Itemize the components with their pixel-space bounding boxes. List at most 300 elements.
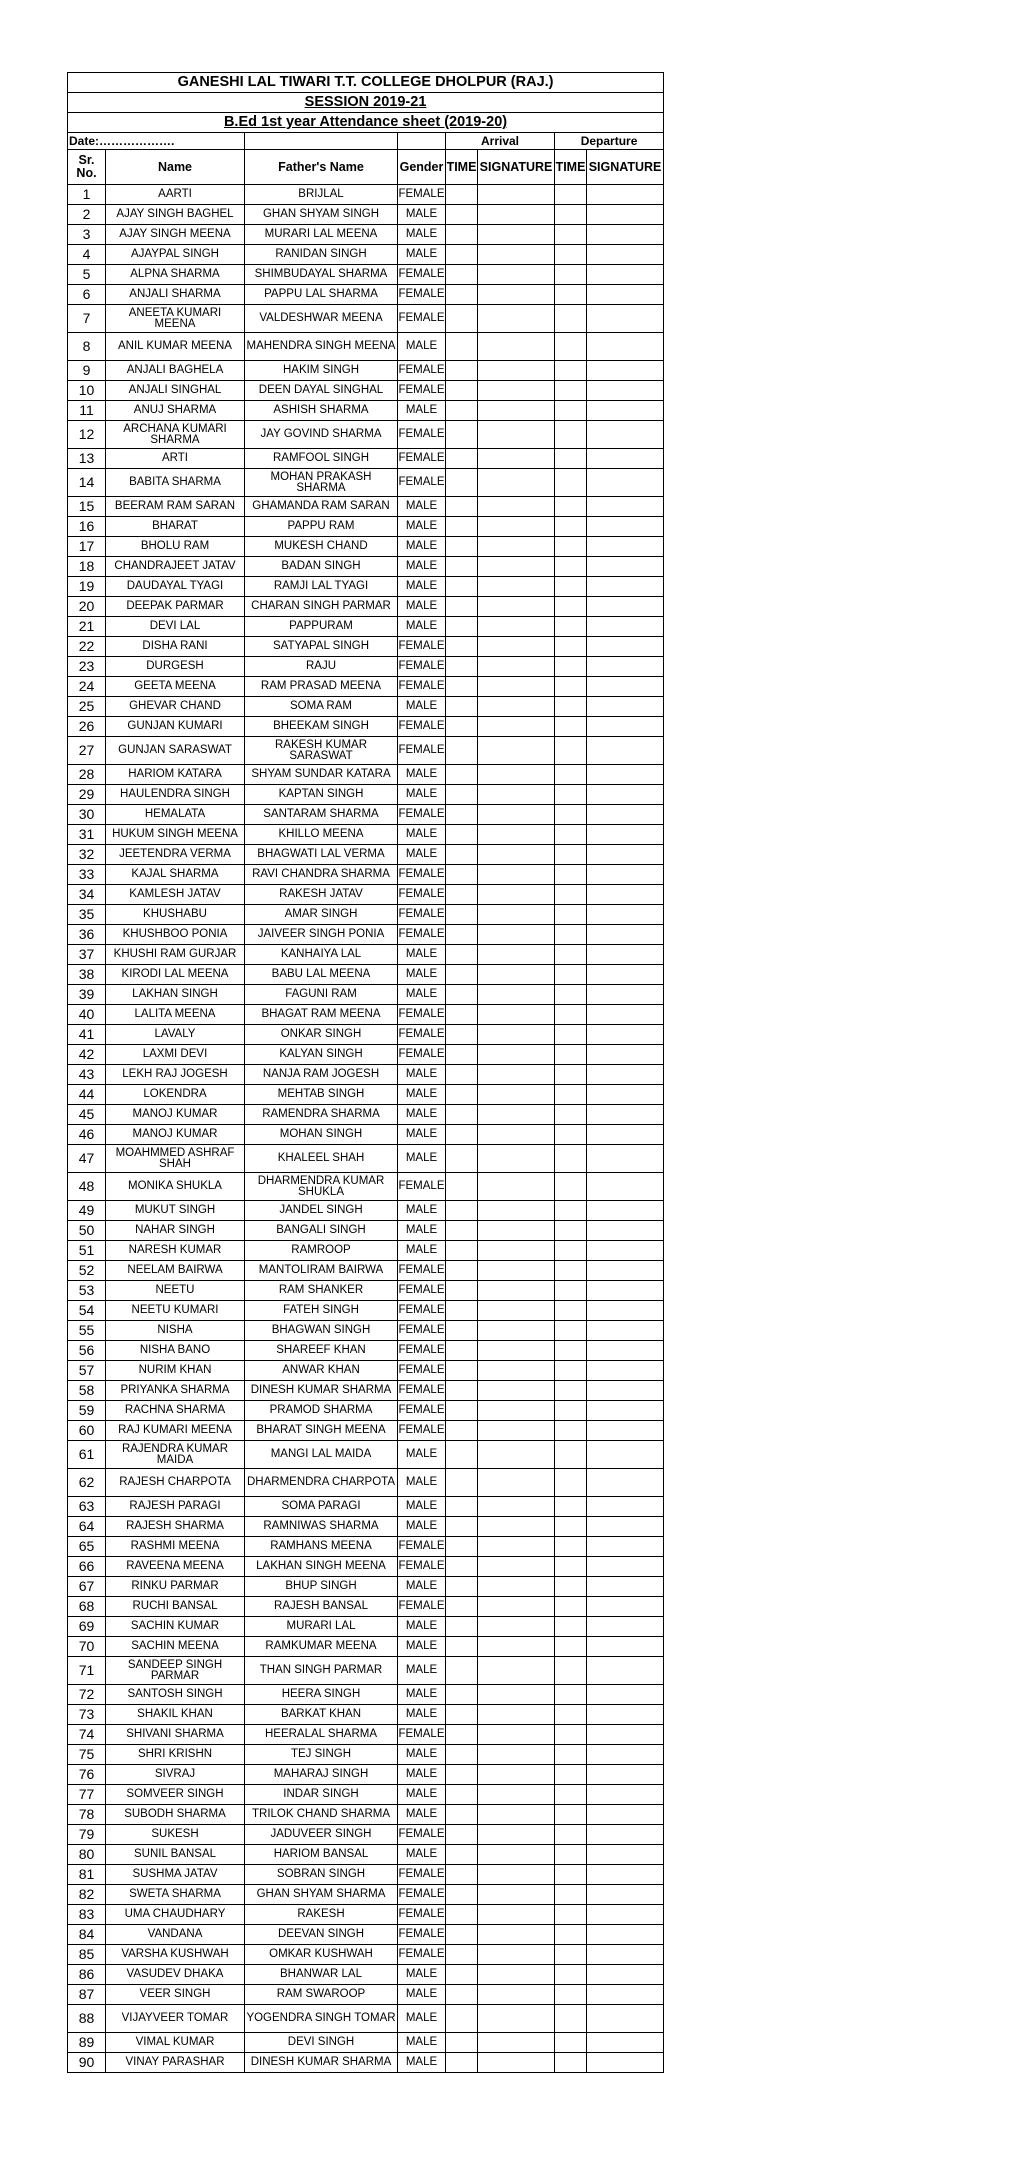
arrival-signature-cell[interactable]	[478, 845, 555, 865]
arrival-signature-cell[interactable]	[478, 785, 555, 805]
arrival-time-cell[interactable]	[446, 1825, 478, 1845]
arrival-signature-cell[interactable]	[478, 1341, 555, 1361]
departure-time-cell[interactable]	[555, 805, 587, 825]
arrival-signature-cell[interactable]	[478, 1517, 555, 1537]
departure-time-cell[interactable]	[555, 657, 587, 677]
arrival-time-cell[interactable]	[446, 1321, 478, 1341]
arrival-time-cell[interactable]	[446, 1705, 478, 1725]
arrival-time-cell[interactable]	[446, 945, 478, 965]
departure-time-cell[interactable]	[555, 497, 587, 517]
arrival-time-cell[interactable]	[446, 245, 478, 265]
departure-signature-cell[interactable]	[587, 1597, 664, 1617]
arrival-signature-cell[interactable]	[478, 1557, 555, 1577]
arrival-signature-cell[interactable]	[478, 1885, 555, 1905]
departure-signature-cell[interactable]	[587, 265, 664, 285]
departure-time-cell[interactable]	[555, 945, 587, 965]
arrival-time-cell[interactable]	[446, 1685, 478, 1705]
arrival-time-cell[interactable]	[446, 1421, 478, 1441]
departure-time-cell[interactable]	[555, 1421, 587, 1441]
departure-signature-cell[interactable]	[587, 1577, 664, 1597]
departure-time-cell[interactable]	[555, 361, 587, 381]
arrival-time-cell[interactable]	[446, 1765, 478, 1785]
arrival-signature-cell[interactable]	[478, 537, 555, 557]
departure-signature-cell[interactable]	[587, 1381, 664, 1401]
departure-time-cell[interactable]	[555, 717, 587, 737]
arrival-signature-cell[interactable]	[478, 1537, 555, 1557]
arrival-signature-cell[interactable]	[478, 265, 555, 285]
departure-signature-cell[interactable]	[587, 245, 664, 265]
arrival-signature-cell[interactable]	[478, 1905, 555, 1925]
departure-time-cell[interactable]	[555, 825, 587, 845]
arrival-signature-cell[interactable]	[478, 1301, 555, 1321]
arrival-time-cell[interactable]	[446, 1381, 478, 1401]
arrival-signature-cell[interactable]	[478, 657, 555, 677]
arrival-signature-cell[interactable]	[478, 225, 555, 245]
arrival-time-cell[interactable]	[446, 1577, 478, 1597]
departure-signature-cell[interactable]	[587, 697, 664, 717]
arrival-time-cell[interactable]	[446, 449, 478, 469]
arrival-time-cell[interactable]	[446, 965, 478, 985]
arrival-time-cell[interactable]	[446, 421, 478, 449]
arrival-signature-cell[interactable]	[478, 1281, 555, 1301]
arrival-time-cell[interactable]	[446, 1145, 478, 1173]
arrival-time-cell[interactable]	[446, 1401, 478, 1421]
departure-time-cell[interactable]	[555, 1945, 587, 1965]
arrival-signature-cell[interactable]	[478, 1825, 555, 1845]
departure-signature-cell[interactable]	[587, 1005, 664, 1025]
departure-signature-cell[interactable]	[587, 1805, 664, 1825]
arrival-signature-cell[interactable]	[478, 1125, 555, 1145]
arrival-time-cell[interactable]	[446, 1065, 478, 1085]
departure-signature-cell[interactable]	[587, 1925, 664, 1945]
arrival-time-cell[interactable]	[446, 285, 478, 305]
departure-signature-cell[interactable]	[587, 657, 664, 677]
arrival-time-cell[interactable]	[446, 1865, 478, 1885]
arrival-signature-cell[interactable]	[478, 985, 555, 1005]
arrival-time-cell[interactable]	[446, 1805, 478, 1825]
arrival-signature-cell[interactable]	[478, 765, 555, 785]
arrival-signature-cell[interactable]	[478, 865, 555, 885]
arrival-time-cell[interactable]	[446, 1557, 478, 1577]
arrival-signature-cell[interactable]	[478, 557, 555, 577]
departure-signature-cell[interactable]	[587, 885, 664, 905]
departure-time-cell[interactable]	[555, 1965, 587, 1985]
arrival-signature-cell[interactable]	[478, 965, 555, 985]
arrival-time-cell[interactable]	[446, 517, 478, 537]
arrival-signature-cell[interactable]	[478, 1085, 555, 1105]
arrival-signature-cell[interactable]	[478, 1637, 555, 1657]
departure-signature-cell[interactable]	[587, 1865, 664, 1885]
arrival-time-cell[interactable]	[446, 497, 478, 517]
arrival-signature-cell[interactable]	[478, 1361, 555, 1381]
departure-time-cell[interactable]	[555, 865, 587, 885]
departure-time-cell[interactable]	[555, 1401, 587, 1421]
departure-time-cell[interactable]	[555, 1617, 587, 1637]
arrival-time-cell[interactable]	[446, 1537, 478, 1557]
departure-time-cell[interactable]	[555, 1261, 587, 1281]
arrival-signature-cell[interactable]	[478, 1945, 555, 1965]
arrival-time-cell[interactable]	[446, 985, 478, 1005]
departure-signature-cell[interactable]	[587, 925, 664, 945]
departure-signature-cell[interactable]	[587, 1845, 664, 1865]
arrival-time-cell[interactable]	[446, 697, 478, 717]
departure-time-cell[interactable]	[555, 1925, 587, 1945]
arrival-signature-cell[interactable]	[478, 2053, 555, 2073]
departure-signature-cell[interactable]	[587, 1421, 664, 1441]
departure-signature-cell[interactable]	[587, 1825, 664, 1845]
departure-signature-cell[interactable]	[587, 449, 664, 469]
arrival-time-cell[interactable]	[446, 885, 478, 905]
departure-signature-cell[interactable]	[587, 1905, 664, 1925]
arrival-signature-cell[interactable]	[478, 285, 555, 305]
departure-signature-cell[interactable]	[587, 1497, 664, 1517]
departure-time-cell[interactable]	[555, 1597, 587, 1617]
departure-signature-cell[interactable]	[587, 1261, 664, 1281]
departure-time-cell[interactable]	[555, 265, 587, 285]
arrival-signature-cell[interactable]	[478, 305, 555, 333]
departure-time-cell[interactable]	[555, 885, 587, 905]
arrival-signature-cell[interactable]	[478, 1401, 555, 1421]
departure-signature-cell[interactable]	[587, 577, 664, 597]
arrival-signature-cell[interactable]	[478, 1705, 555, 1725]
departure-signature-cell[interactable]	[587, 805, 664, 825]
departure-time-cell[interactable]	[555, 1025, 587, 1045]
departure-time-cell[interactable]	[555, 285, 587, 305]
arrival-time-cell[interactable]	[446, 1517, 478, 1537]
departure-time-cell[interactable]	[555, 617, 587, 637]
arrival-signature-cell[interactable]	[478, 1321, 555, 1341]
arrival-signature-cell[interactable]	[478, 1421, 555, 1441]
departure-time-cell[interactable]	[555, 737, 587, 765]
departure-time-cell[interactable]	[555, 677, 587, 697]
arrival-signature-cell[interactable]	[478, 245, 555, 265]
departure-time-cell[interactable]	[555, 1985, 587, 2005]
departure-signature-cell[interactable]	[587, 1145, 664, 1173]
departure-time-cell[interactable]	[555, 2033, 587, 2053]
departure-signature-cell[interactable]	[587, 637, 664, 657]
departure-signature-cell[interactable]	[587, 537, 664, 557]
arrival-time-cell[interactable]	[446, 2053, 478, 2073]
arrival-signature-cell[interactable]	[478, 697, 555, 717]
departure-time-cell[interactable]	[555, 381, 587, 401]
departure-signature-cell[interactable]	[587, 677, 664, 697]
departure-time-cell[interactable]	[555, 449, 587, 469]
departure-time-cell[interactable]	[555, 1725, 587, 1745]
departure-signature-cell[interactable]	[587, 225, 664, 245]
arrival-signature-cell[interactable]	[478, 205, 555, 225]
departure-signature-cell[interactable]	[587, 825, 664, 845]
departure-signature-cell[interactable]	[587, 1637, 664, 1657]
departure-signature-cell[interactable]	[587, 1785, 664, 1805]
departure-time-cell[interactable]	[555, 469, 587, 497]
departure-signature-cell[interactable]	[587, 785, 664, 805]
departure-time-cell[interactable]	[555, 765, 587, 785]
departure-signature-cell[interactable]	[587, 1065, 664, 1085]
arrival-signature-cell[interactable]	[478, 1173, 555, 1201]
departure-time-cell[interactable]	[555, 225, 587, 245]
arrival-time-cell[interactable]	[446, 805, 478, 825]
departure-signature-cell[interactable]	[587, 285, 664, 305]
arrival-time-cell[interactable]	[446, 1361, 478, 1381]
departure-time-cell[interactable]	[555, 1085, 587, 1105]
arrival-signature-cell[interactable]	[478, 617, 555, 637]
departure-time-cell[interactable]	[555, 1865, 587, 1885]
arrival-signature-cell[interactable]	[478, 1145, 555, 1173]
arrival-signature-cell[interactable]	[478, 737, 555, 765]
departure-signature-cell[interactable]	[587, 1685, 664, 1705]
arrival-time-cell[interactable]	[446, 401, 478, 421]
arrival-signature-cell[interactable]	[478, 1985, 555, 2005]
departure-time-cell[interactable]	[555, 1341, 587, 1361]
departure-time-cell[interactable]	[555, 1065, 587, 1085]
arrival-time-cell[interactable]	[446, 617, 478, 637]
arrival-signature-cell[interactable]	[478, 1617, 555, 1637]
arrival-signature-cell[interactable]	[478, 1469, 555, 1497]
departure-signature-cell[interactable]	[587, 381, 664, 401]
arrival-time-cell[interactable]	[446, 677, 478, 697]
arrival-time-cell[interactable]	[446, 925, 478, 945]
departure-time-cell[interactable]	[555, 1885, 587, 1905]
departure-signature-cell[interactable]	[587, 1469, 664, 1497]
arrival-time-cell[interactable]	[446, 2005, 478, 2033]
departure-time-cell[interactable]	[555, 1845, 587, 1865]
departure-signature-cell[interactable]	[587, 1361, 664, 1381]
departure-time-cell[interactable]	[555, 1125, 587, 1145]
arrival-signature-cell[interactable]	[478, 1597, 555, 1617]
departure-signature-cell[interactable]	[587, 401, 664, 421]
arrival-time-cell[interactable]	[446, 825, 478, 845]
departure-time-cell[interactable]	[555, 1805, 587, 1825]
departure-time-cell[interactable]	[555, 333, 587, 361]
departure-time-cell[interactable]	[555, 1301, 587, 1321]
arrival-signature-cell[interactable]	[478, 1925, 555, 1945]
departure-time-cell[interactable]	[555, 421, 587, 449]
arrival-time-cell[interactable]	[446, 1785, 478, 1805]
arrival-time-cell[interactable]	[446, 1201, 478, 1221]
departure-time-cell[interactable]	[555, 1241, 587, 1261]
arrival-time-cell[interactable]	[446, 537, 478, 557]
arrival-signature-cell[interactable]	[478, 905, 555, 925]
arrival-signature-cell[interactable]	[478, 1865, 555, 1885]
departure-time-cell[interactable]	[555, 577, 587, 597]
departure-signature-cell[interactable]	[587, 1025, 664, 1045]
arrival-signature-cell[interactable]	[478, 517, 555, 537]
departure-time-cell[interactable]	[555, 925, 587, 945]
departure-signature-cell[interactable]	[587, 617, 664, 637]
departure-signature-cell[interactable]	[587, 421, 664, 449]
arrival-time-cell[interactable]	[446, 1725, 478, 1745]
departure-time-cell[interactable]	[555, 1577, 587, 1597]
departure-time-cell[interactable]	[555, 1517, 587, 1537]
departure-time-cell[interactable]	[555, 1785, 587, 1805]
departure-time-cell[interactable]	[555, 1497, 587, 1517]
departure-time-cell[interactable]	[555, 845, 587, 865]
arrival-signature-cell[interactable]	[478, 1045, 555, 1065]
departure-time-cell[interactable]	[555, 1905, 587, 1925]
departure-time-cell[interactable]	[555, 1105, 587, 1125]
departure-signature-cell[interactable]	[587, 517, 664, 537]
departure-signature-cell[interactable]	[587, 305, 664, 333]
arrival-signature-cell[interactable]	[478, 1965, 555, 1985]
arrival-signature-cell[interactable]	[478, 885, 555, 905]
departure-signature-cell[interactable]	[587, 1617, 664, 1637]
departure-time-cell[interactable]	[555, 185, 587, 205]
arrival-time-cell[interactable]	[446, 1441, 478, 1469]
departure-time-cell[interactable]	[555, 1685, 587, 1705]
arrival-time-cell[interactable]	[446, 557, 478, 577]
arrival-signature-cell[interactable]	[478, 1221, 555, 1241]
departure-time-cell[interactable]	[555, 697, 587, 717]
arrival-time-cell[interactable]	[446, 845, 478, 865]
departure-signature-cell[interactable]	[587, 361, 664, 381]
arrival-time-cell[interactable]	[446, 737, 478, 765]
departure-signature-cell[interactable]	[587, 2005, 664, 2033]
departure-time-cell[interactable]	[555, 597, 587, 617]
departure-signature-cell[interactable]	[587, 497, 664, 517]
departure-time-cell[interactable]	[555, 245, 587, 265]
departure-signature-cell[interactable]	[587, 1221, 664, 1241]
arrival-time-cell[interactable]	[446, 205, 478, 225]
departure-signature-cell[interactable]	[587, 1045, 664, 1065]
arrival-signature-cell[interactable]	[478, 577, 555, 597]
departure-time-cell[interactable]	[555, 517, 587, 537]
departure-signature-cell[interactable]	[587, 185, 664, 205]
departure-signature-cell[interactable]	[587, 765, 664, 785]
departure-signature-cell[interactable]	[587, 1321, 664, 1341]
arrival-time-cell[interactable]	[446, 577, 478, 597]
arrival-signature-cell[interactable]	[478, 381, 555, 401]
departure-time-cell[interactable]	[555, 1637, 587, 1657]
arrival-signature-cell[interactable]	[478, 637, 555, 657]
arrival-time-cell[interactable]	[446, 469, 478, 497]
arrival-time-cell[interactable]	[446, 1045, 478, 1065]
departure-time-cell[interactable]	[555, 785, 587, 805]
arrival-time-cell[interactable]	[446, 265, 478, 285]
departure-time-cell[interactable]	[555, 1045, 587, 1065]
departure-time-cell[interactable]	[555, 1469, 587, 1497]
arrival-time-cell[interactable]	[446, 765, 478, 785]
departure-signature-cell[interactable]	[587, 905, 664, 925]
arrival-signature-cell[interactable]	[478, 1025, 555, 1045]
departure-time-cell[interactable]	[555, 1745, 587, 1765]
arrival-time-cell[interactable]	[446, 1301, 478, 1321]
departure-time-cell[interactable]	[555, 2005, 587, 2033]
arrival-time-cell[interactable]	[446, 1657, 478, 1685]
arrival-time-cell[interactable]	[446, 1173, 478, 1201]
arrival-time-cell[interactable]	[446, 905, 478, 925]
departure-signature-cell[interactable]	[587, 1173, 664, 1201]
arrival-time-cell[interactable]	[446, 1281, 478, 1301]
arrival-signature-cell[interactable]	[478, 2005, 555, 2033]
departure-signature-cell[interactable]	[587, 865, 664, 885]
arrival-time-cell[interactable]	[446, 1125, 478, 1145]
arrival-time-cell[interactable]	[446, 333, 478, 361]
arrival-time-cell[interactable]	[446, 1241, 478, 1261]
arrival-time-cell[interactable]	[446, 361, 478, 381]
arrival-time-cell[interactable]	[446, 1221, 478, 1241]
departure-signature-cell[interactable]	[587, 597, 664, 617]
departure-signature-cell[interactable]	[587, 1965, 664, 1985]
arrival-time-cell[interactable]	[446, 1905, 478, 1925]
arrival-time-cell[interactable]	[446, 1261, 478, 1281]
arrival-time-cell[interactable]	[446, 1497, 478, 1517]
arrival-signature-cell[interactable]	[478, 361, 555, 381]
arrival-signature-cell[interactable]	[478, 925, 555, 945]
departure-signature-cell[interactable]	[587, 557, 664, 577]
departure-time-cell[interactable]	[555, 1173, 587, 1201]
arrival-signature-cell[interactable]	[478, 1785, 555, 1805]
departure-signature-cell[interactable]	[587, 965, 664, 985]
departure-time-cell[interactable]	[555, 2053, 587, 2073]
arrival-signature-cell[interactable]	[478, 1241, 555, 1261]
departure-signature-cell[interactable]	[587, 1557, 664, 1577]
departure-time-cell[interactable]	[555, 537, 587, 557]
arrival-time-cell[interactable]	[446, 1005, 478, 1025]
departure-signature-cell[interactable]	[587, 1765, 664, 1785]
arrival-signature-cell[interactable]	[478, 401, 555, 421]
arrival-time-cell[interactable]	[446, 597, 478, 617]
departure-signature-cell[interactable]	[587, 2033, 664, 2053]
departure-time-cell[interactable]	[555, 1705, 587, 1725]
arrival-time-cell[interactable]	[446, 1341, 478, 1361]
departure-signature-cell[interactable]	[587, 333, 664, 361]
departure-time-cell[interactable]	[555, 1825, 587, 1845]
departure-signature-cell[interactable]	[587, 1725, 664, 1745]
arrival-signature-cell[interactable]	[478, 1577, 555, 1597]
arrival-signature-cell[interactable]	[478, 717, 555, 737]
arrival-signature-cell[interactable]	[478, 1201, 555, 1221]
departure-signature-cell[interactable]	[587, 1705, 664, 1725]
departure-signature-cell[interactable]	[587, 717, 664, 737]
arrival-signature-cell[interactable]	[478, 825, 555, 845]
arrival-time-cell[interactable]	[446, 785, 478, 805]
departure-time-cell[interactable]	[555, 1557, 587, 1577]
arrival-time-cell[interactable]	[446, 1945, 478, 1965]
arrival-time-cell[interactable]	[446, 2033, 478, 2053]
arrival-time-cell[interactable]	[446, 657, 478, 677]
departure-time-cell[interactable]	[555, 1201, 587, 1221]
arrival-time-cell[interactable]	[446, 637, 478, 657]
departure-time-cell[interactable]	[555, 1321, 587, 1341]
departure-signature-cell[interactable]	[587, 1241, 664, 1261]
arrival-signature-cell[interactable]	[478, 333, 555, 361]
departure-signature-cell[interactable]	[587, 1657, 664, 1685]
arrival-signature-cell[interactable]	[478, 945, 555, 965]
arrival-signature-cell[interactable]	[478, 1261, 555, 1281]
departure-signature-cell[interactable]	[587, 845, 664, 865]
arrival-time-cell[interactable]	[446, 1925, 478, 1945]
arrival-signature-cell[interactable]	[478, 1765, 555, 1785]
arrival-signature-cell[interactable]	[478, 1065, 555, 1085]
departure-time-cell[interactable]	[555, 1657, 587, 1685]
departure-signature-cell[interactable]	[587, 1401, 664, 1421]
arrival-time-cell[interactable]	[446, 305, 478, 333]
arrival-signature-cell[interactable]	[478, 1657, 555, 1685]
departure-signature-cell[interactable]	[587, 1301, 664, 1321]
arrival-signature-cell[interactable]	[478, 1845, 555, 1865]
departure-time-cell[interactable]	[555, 1361, 587, 1381]
departure-time-cell[interactable]	[555, 1221, 587, 1241]
departure-time-cell[interactable]	[555, 965, 587, 985]
arrival-signature-cell[interactable]	[478, 421, 555, 449]
arrival-signature-cell[interactable]	[478, 469, 555, 497]
departure-signature-cell[interactable]	[587, 469, 664, 497]
departure-signature-cell[interactable]	[587, 945, 664, 965]
departure-signature-cell[interactable]	[587, 1281, 664, 1301]
arrival-time-cell[interactable]	[446, 1025, 478, 1045]
arrival-signature-cell[interactable]	[478, 1105, 555, 1125]
departure-time-cell[interactable]	[555, 305, 587, 333]
